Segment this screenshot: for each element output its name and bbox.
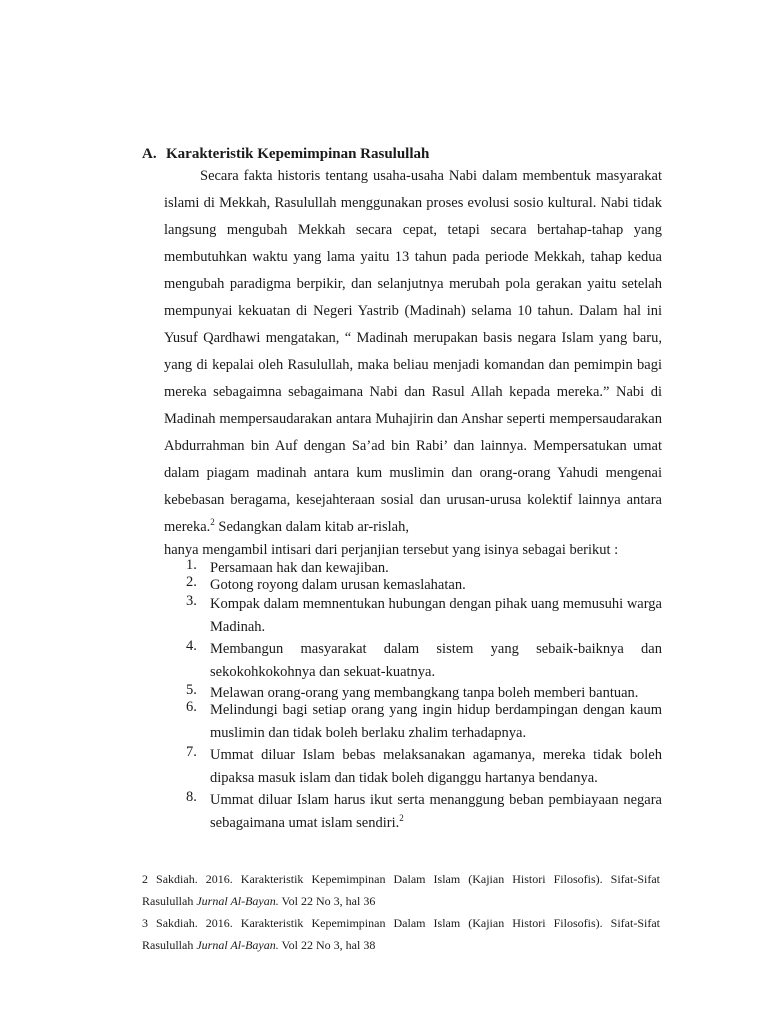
section-title: Karakteristik Kepemimpinan Rasulullah [166, 146, 430, 162]
list-text-body: Ummat diluar Islam harus ikut serta menanggung beban pembiayaan negara sebagaimana umat islam sendiri. [210, 792, 662, 831]
paragraph-tail: Sedangkan dalam kitab ar-rislah, [214, 519, 409, 535]
footnote-citation: 3 Sakdiah. 2016. Karakteristik Kepemimpinan Dalam Islam (Kajian Histori Filosofis). Sifat-Sifat Rasulullah [142, 916, 660, 952]
section-letter: A. [142, 146, 157, 162]
footnote [142, 912, 660, 956]
list-text: Persamaan hak dan kewajiban. [210, 560, 389, 576]
list-text: Membangun masyarakat dalam sistem yang sebaik-baiknya dan sekokohkokohnya dan sekuat-kuatnya. [210, 641, 662, 680]
list-text: Melawan orang-orang yang membangkang tanpa boleh memberi bantuan. [210, 685, 639, 701]
list-text: Ummat diluar Islam bebas melaksanakan agamanya, mereka tidak boleh dipaksa masuk islam dan tidak boleh diganggu hartanya bendanya. [210, 747, 662, 786]
list-number: 2. [186, 574, 197, 590]
list-text: Kompak dalam memnentukan hubungan dengan pihak uang memusuhi warga Madinah. [210, 596, 662, 635]
list-number: 8. [186, 789, 197, 805]
list-text: Melindungi bagi setiap orang yang ingin hidup berdampingan dengan kaum muslimin dan tidak boleh berlaku zhalim terhadapnya. [210, 702, 662, 741]
list-number: 1. [186, 557, 197, 573]
list-text [210, 789, 662, 835]
list-text: Gotong royong dalam urusan kemaslahatan. [210, 577, 466, 593]
list-intro: hanya mengambil intisari dari perjanjian tersebut yang isinya sebagai berikut : [164, 542, 619, 558]
footnote-ref[interactable]: 2 [210, 517, 215, 527]
list-number: 4. [186, 638, 197, 654]
footnote-journal: Jurnal Al-Bayan. [196, 894, 279, 908]
footnotes [142, 868, 660, 956]
footnote [142, 868, 660, 912]
paragraph-text: Secara fakta historis tentang usaha-usaha Nabi dalam membentuk masyarakat islami di Mekkah, Rasulullah menggunakan proses evolusi sosio kultural. Nabi tidak langsung mengubah Mekkah secara cepat, tetapi secara bertahap-tahap yang membutuhkan waktu yang lama yaitu 13 tahun pada periode Mekkah, tahap kedua mengubah paradigma berpikir, dan selanjutnya merubah pola gerakan yaitu setelah mempunyai kekuatan di Negeri Yastrib (Madinah) selama 10 tahun. Dalam hal ini Yusuf Qardhawi mengatakan, “ Madinah merupakan basis negara Islam yang baru, yang di kepalai oleh Rasulullah, maka beliau menjadi komandan dan pemimpin bagi mereka sebagaimna sebagaimana Nabi dan Rasul Allah kepada mereka.” Nabi di Madinah mempersaudarakan antara Muhajirin dan Anshar seperti mempersaudarakan Abdurrahman bin Auf dengan Sa’ad bin Rabi’ dan lainnya. Mempersatukan umat dalam piagam madinah antara kum muslimin dan orang-orang Yahudi mengenai kebebasan beragama, kesejahteraan sosial dan urusan-urusa kolektif lainnya antara mereka. [164, 168, 662, 535]
list-number: 6. [186, 699, 197, 715]
footnote-journal: Jurnal Al-Bayan. [196, 938, 279, 952]
footnote-pages: Vol 22 No 3, hal 36 [278, 894, 376, 908]
list-number: 7. [186, 744, 197, 760]
footnote-ref[interactable]: 2 [399, 813, 404, 823]
footnote-pages: Vol 22 No 3, hal 38 [278, 938, 376, 952]
section-heading [142, 146, 429, 163]
footnote-citation: 2 Sakdiah. 2016. Karakteristik Kepemimpinan Dalam Islam (Kajian Histori Filosofis). Sifat-Sifat Rasulullah [142, 872, 660, 908]
list-number: 5. [186, 682, 197, 698]
list-number: 3. [186, 593, 197, 609]
body-paragraph [164, 163, 662, 541]
